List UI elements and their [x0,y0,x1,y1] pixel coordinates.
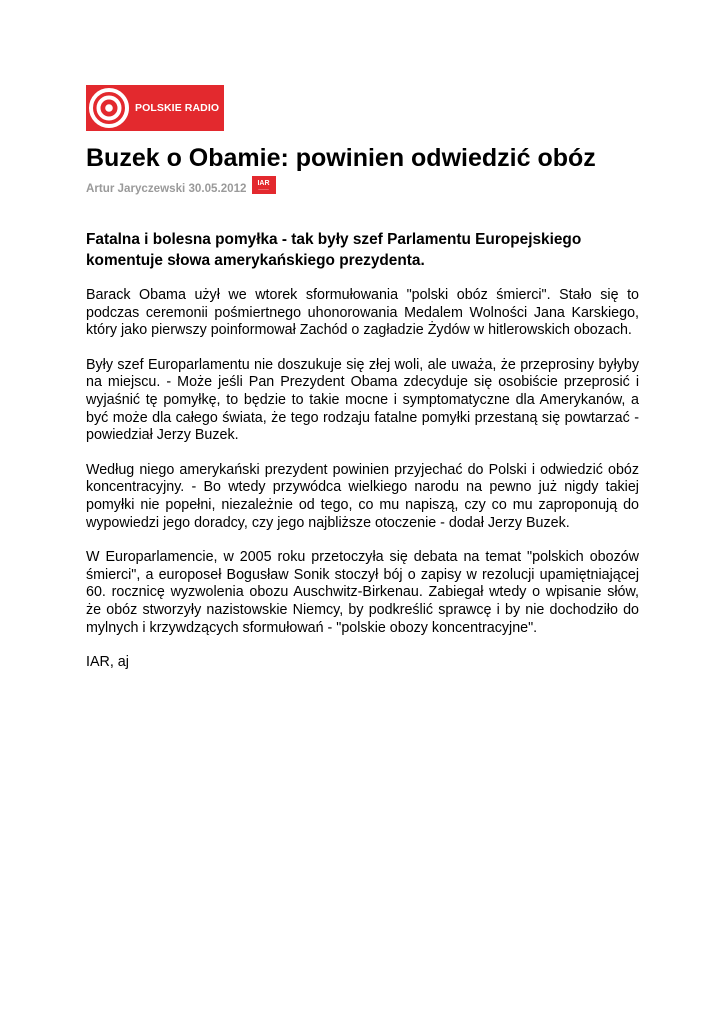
article-body [86,287,639,689]
polskie-radio-logo [86,85,224,131]
iar-badge [252,176,276,194]
iar-badge-stripe: ——— [258,186,269,191]
byline [86,180,276,196]
article-title: Buzek o Obamie: powinien odwiedzić obóz [86,144,596,172]
logo-text: POLSKIE RADIO [135,102,220,114]
iar-badge-label: IAR [257,179,270,187]
radio-waves-icon [86,85,132,131]
article-lead: Fatalna i bolesna pomyłka - tak były szef Parlamentu Europejskiego komentuje słowa amerykańskiego prezydenta. [86,231,582,269]
paragraph: Były szef Europarlamentu nie doszukuje się złej woli, ale uważa, że przeprosiny byłyby na miejscu. - Może jeśli Pan Prezydent Obama zdecyduje się osobiście przeprosić i wyjaśnić tę pomyłkę, to będzie to takie mocne i symptomatyczne dla Amerykanów, a być może dla całego świata, że tego rodzaju fatalne pomyłki przestaną się powtarzać - powiedział Jerzy Buzek. [86,356,639,444]
paragraph: Barack Obama użył we wtorek sformułowania "polski obóz śmierci". Stało się to podczas ceremonii pośmiertnego uhonorowania Medalem Wolności Jana Karskiego, który jako pierwszy poinformował Zachód o zagładzie Żydów w hitlerowskich obozach. [86,287,639,339]
author-date: Artur Jaryczewski 30.05.2012 [86,181,247,195]
paragraph: W Europarlamencie, w 2005 roku przetoczyła się debata na temat "polskich obozów śmierci", a europoseł Bogusław Sonik stoczył bój o zapisy w rezolucji upamiętniającej 60. rocznicę wyzwolenia obozu Auschwitz-Birkenau. Zabiegał wtedy o wpisanie słów, że obóz stworzyły nazistowskie Niemcy, by podkreślić sprawcę i by nie dochodziło do mylnych i krzywdzących sformułowań - "polskie obozy koncentracyjne". [86,549,639,636]
article-signature: IAR, aj [86,654,129,671]
paragraph: Według niego amerykański prezydent powinien przyjechać do Polski i odwiedzić obóz koncentracyjny. - Bo wtedy przywódca wielkiego narodu na pewno już nigdy takiej pomyłki nie popełni, niezależnie od tego, co mu napiszą, czy co mu zaproponują do wypowiedzi jego doradcy, czy jego najbliższe otoczenie - dodał Jerzy Buzek. [86,461,639,531]
